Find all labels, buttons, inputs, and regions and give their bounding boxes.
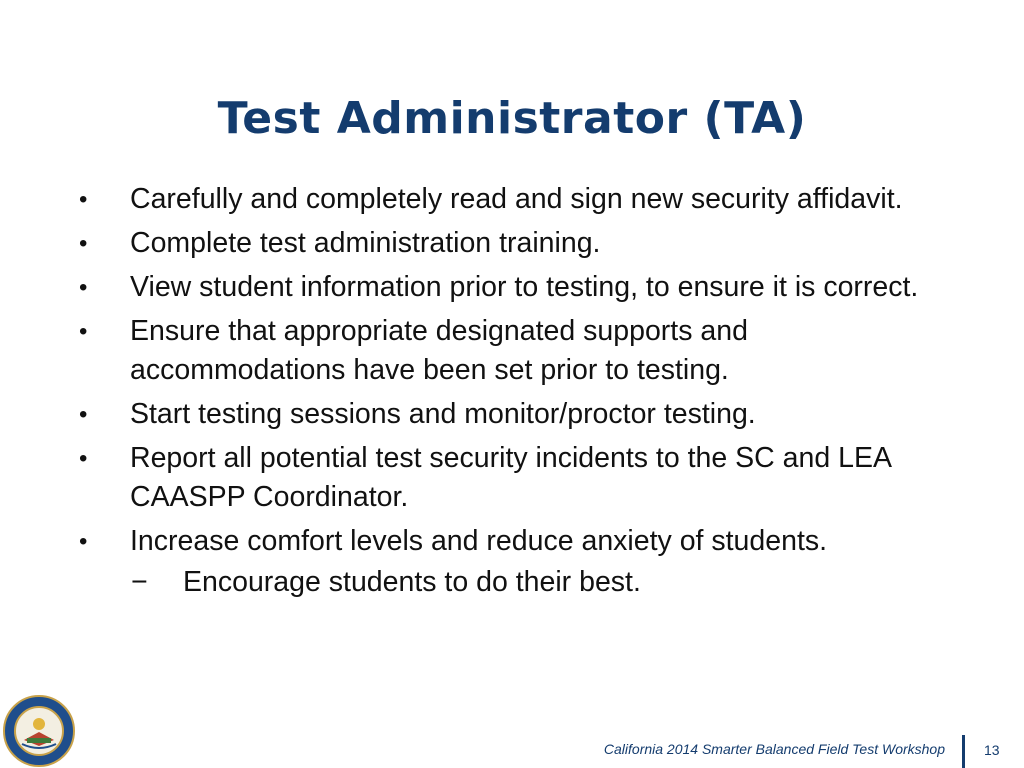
sub-bullet-text: Encourage students to do their best. <box>183 566 641 598</box>
bullet-marker: • <box>79 445 88 472</box>
bullet-item <box>0 395 1024 434</box>
bullet-item <box>0 180 1024 219</box>
footer-divider <box>962 735 965 768</box>
sub-bullet-marker: − <box>131 566 148 598</box>
bullet-list <box>0 180 1024 602</box>
bullet-text: Report all potential test security incidents to the SC and LEA CAASPP Coordinator. <box>130 442 891 513</box>
bullet-item <box>0 522 1024 561</box>
bullet-marker: • <box>79 186 88 213</box>
bullet-text: View student information prior to testing, to ensure it is correct. <box>130 271 919 303</box>
bullet-text: Carefully and completely read and sign new security affidavit. <box>130 183 903 215</box>
bullet-marker: • <box>79 318 88 345</box>
department-of-education-seal-icon <box>2 694 76 768</box>
bullet-item <box>0 224 1024 263</box>
slide-title: Test Administrator (TA) <box>217 93 807 144</box>
bullet-marker: • <box>79 528 88 555</box>
bullet-item <box>0 439 1024 517</box>
bullet-marker: • <box>79 230 88 257</box>
bullet-text: Increase comfort levels and reduce anxiety of students. <box>130 525 828 557</box>
bullet-marker: • <box>79 401 88 428</box>
page-number: 13 <box>984 742 1000 758</box>
bullet-text: Start testing sessions and monitor/proctor testing. <box>130 398 756 430</box>
bullet-item <box>0 312 1024 390</box>
bullet-marker: • <box>79 274 88 301</box>
sub-bullet-item <box>0 563 1024 602</box>
bullet-item <box>0 268 1024 307</box>
bullet-text: Ensure that appropriate designated supports and accommodations have been set prior to testing. <box>130 315 748 386</box>
footer-text: California 2014 Smarter Balanced Field Test Workshop <box>603 741 945 757</box>
bullet-text: Complete test administration training. <box>130 227 601 259</box>
